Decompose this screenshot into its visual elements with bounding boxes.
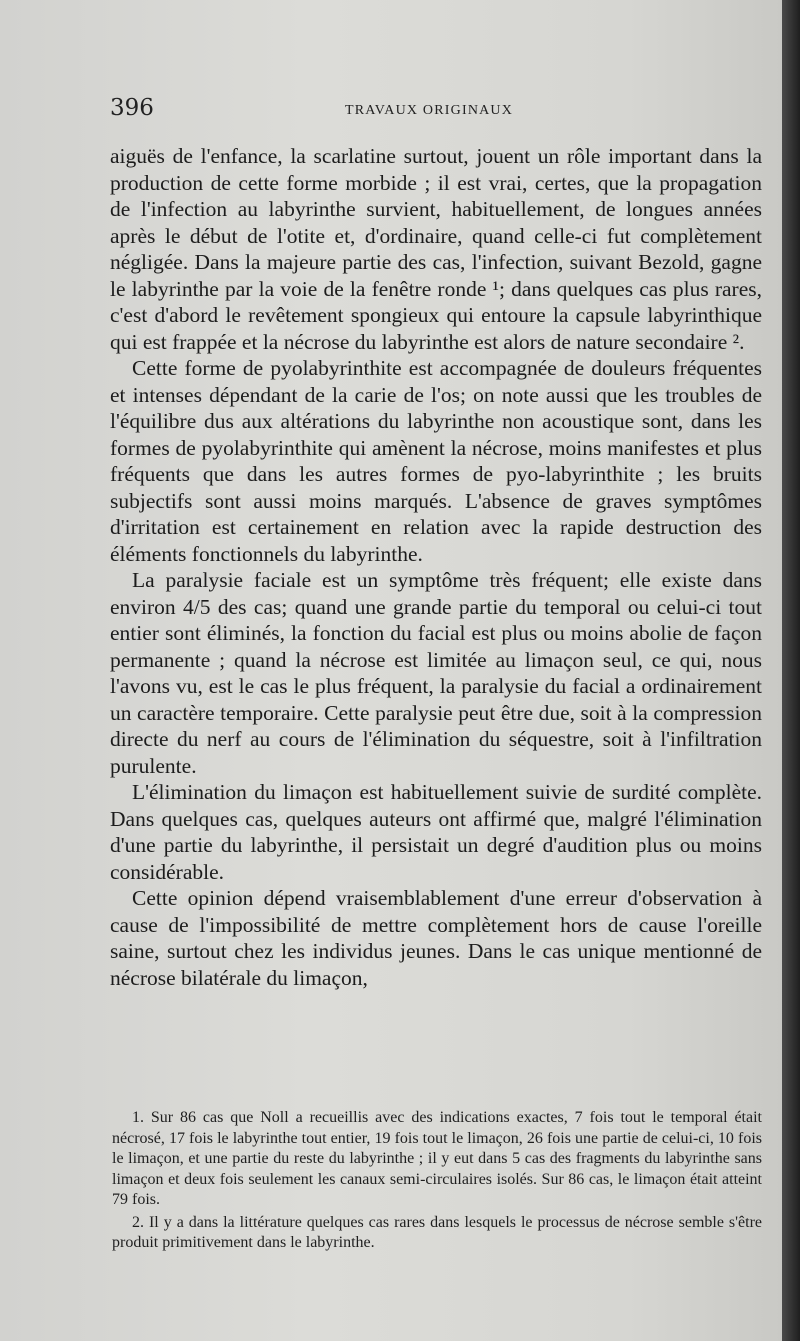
body-text (110, 143, 762, 991)
footnote: 1. Sur 86 cas que Noll a recueillis avec des indications exactes, 7 fois tout le temporal était nécrosé, 17 fois le labyrinthe tout entier, 19 fois tout le limaçon, 26 fois une partie de celui-ci, 10 fois le limaçon, et une partie du reste du labyrinthe ; il y eut dans 5 cas des fragments du labyrinthe sans limaçon et deux fois seulement les canaux semi-circulaires isolés. Sur 86 cas, le limaçon était atteint 79 fois. (112, 1109, 762, 1208)
paragraph: Cette opinion dépend vraisemblablement d'une erreur d'observation à cause de l'impossibilité de mettre complètement hors de cause l'oreille saine, surtout chez les individus jeunes. Dans le cas unique mentionné de nécrose bilatérale du limaçon, (110, 886, 762, 990)
paragraph: Cette forme de pyolabyrinthite est accompagnée de douleurs fréquentes et intenses dépendant de la carie de l'os; on note aussi que les troubles de l'équilibre dus aux altérations du labyrinthe non acoustique sont, dans les formes de pyolabyrinthite qui amènent la nécrose, moins manifestes et plus fréquents que dans les autres formes de pyo-labyrinthite ; les bruits subjectifs sont aussi moins marqués. L'absence de graves symptômes d'irritation est certainement en relation avec la rapide destruction des éléments fonctionnels du labyrinthe. (110, 356, 762, 566)
paragraph: L'élimination du limaçon est habituellement suivie de surdité complète. Dans quelques cas, quelques auteurs ont affirmé que, malgré l'élimination d'une partie du labyrinthe, il persistait un degré d'audition plus ou moins considérable. (110, 780, 762, 884)
scan-edge (782, 0, 800, 1341)
page-header (110, 95, 762, 125)
page-number: 396 (110, 95, 154, 121)
paragraph: aiguës de l'enfance, la scarlatine surtout, jouent un rôle important dans la production de cette forme morbide ; il est vrai, certes, que la propagation de l'infection au labyrinthe survient, habituellement, de longues années après le début de l'otite et, d'ordinaire, quand celle-ci fut complètement négligée. Dans la majeure partie des cas, l'infection, suivant Bezold, gagne le labyrinthe par la voie de la fenêtre ronde ¹; dans quelques cas plus rares, c'est d'abord le revêtement spongieux qui entoure la capsule labyrinthique qui est frappée et la nécrose du labyrinthe est alors de nature secondaire ². (110, 144, 762, 354)
footnotes (112, 1108, 762, 1254)
paragraph: La paralysie faciale est un symptôme très fréquent; elle existe dans environ 4/5 des cas; quand une grande partie du temporal ou celui-ci tout entier sont éliminés, la fonction du facial est plus ou moins abolie de façon permanente ; quand la nécrose est limitée au limaçon seul, ce qui, nous l'avons vu, est le cas le plus fréquent, la paralysie du facial a ordinairement un caractère temporaire. Cette paralysie peut être due, soit à la compression directe du nerf au cours de l'élimination du séquestre, soit à l'infiltration purulente. (110, 568, 762, 778)
footnote: 2. Il y a dans la littérature quelques cas rares dans lesquels le processus de nécrose semble s'être produit primitivement dans le labyrinthe. (112, 1213, 762, 1251)
running-head: TRAVAUX ORIGINAUX (345, 103, 514, 118)
